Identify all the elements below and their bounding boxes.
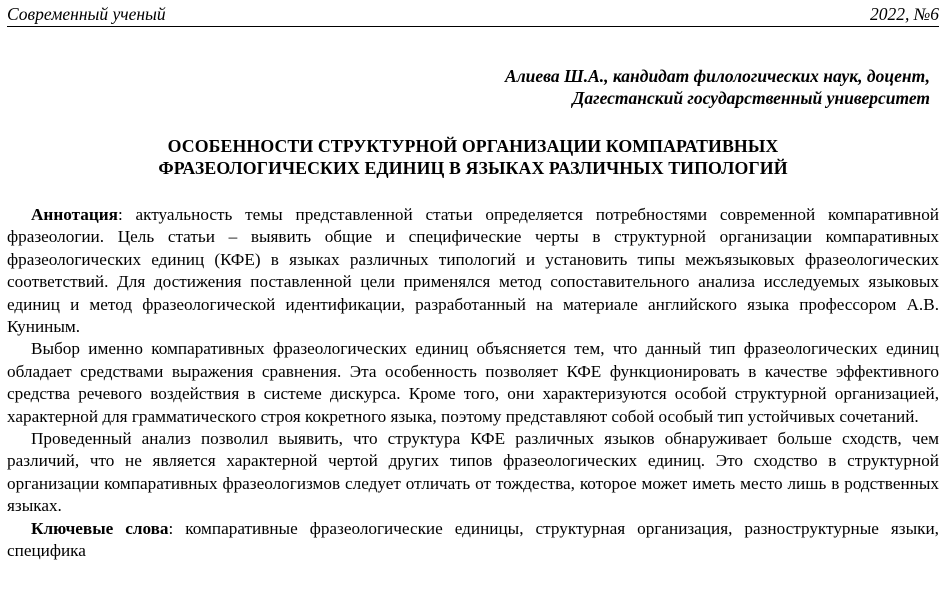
keywords-label: Ключевые слова [31, 518, 169, 538]
abstract-body [7, 204, 939, 563]
running-head [7, 4, 939, 27]
journal-name: Современный ученый [7, 4, 166, 24]
author-block [505, 65, 930, 109]
abstract-paragraph-2: Выбор именно компаративных фразеологических единиц объясняется тем, что данный тип фразеологических единиц обладает средствами выражения сравнения. Эта особенность позволяет КФЕ функционировать в качестве эффективного средства речевого воздействия в системе дискурса. Кроме того, они характеризуются особой структурной организацией, характерной для грамматического строя кокретного языка, поэтому представляют собой особый тип устойчивых сочетаний. [7, 339, 939, 426]
abstract-paragraph-1 [7, 204, 939, 338]
author-name-degree: Алиева Ш.А., кандидат филологических наук, доцент, [505, 66, 930, 86]
keywords-paragraph [7, 518, 939, 563]
abstract-text-1: : актуальность темы представленной статьи определяется потребностями современной компаративной фразеологии. Цель статьи – выявить общие и специфические черты в структурной организации компаративных фразеологических единиц (КФЕ) в языках различных типологий и установить типы межъязыковых фразеологических соответствий. Для достижения поставленной цели применялся метод сопоставительного анализа исследуемых языковых единиц и метод фразеологической идентификации, разработанный на материале английского языка профессором А.В. Куниным. [7, 205, 939, 337]
author-affiliation: Дагестанский государственный университет [572, 88, 930, 108]
title-line-1: ОСОБЕННОСТИ СТРУКТУРНОЙ ОРГАНИЗАЦИИ КОМПАРАТИВНЫХ [167, 136, 779, 156]
article-title [0, 135, 946, 179]
keywords-text: : компаративные фразеологические единицы, структурная организация, разноструктурные языки, специфика [7, 518, 939, 561]
title-line-2: ФРАЗЕОЛОГИЧЕСКИХ ЕДИНИЦ В ЯЗЫКАХ РАЗЛИЧНЫХ ТИПОЛОГИЙ [158, 158, 788, 178]
issue-number: 2022, №6 [869, 4, 939, 24]
abstract-label: Аннотация [31, 205, 118, 224]
abstract-paragraph-3: Проведенный анализ позволил выявить, что структура КФЕ различных языков обнаруживает больше сходств, чем различий, что не является характерной чертой других типов фразеологических единиц. Это сходство в структурной организации компаративных фразеологизмов следует отличать от тождества, которое может иметь место лишь в родственных языках. [7, 429, 939, 516]
